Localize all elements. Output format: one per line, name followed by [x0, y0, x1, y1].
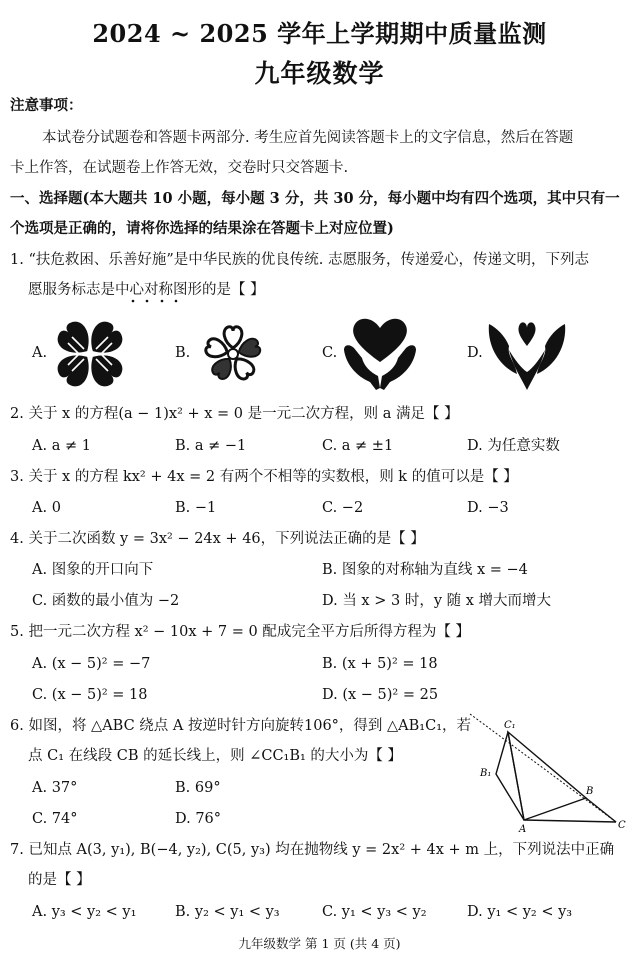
q3-option-a: A. 0 [32, 500, 61, 516]
q3-option-c: C. −2 [322, 500, 364, 516]
q2-option-c: C. a ≠ ±1 [322, 438, 394, 454]
q4-option-c: C. 函数的最小值为 −2 [32, 593, 180, 609]
q6-line-2: 点 C₁ 在线段 CB 的延长线上，则 ∠CC₁B₁ 的大小为【 】 [28, 748, 403, 764]
q3-option-d: D. −3 [467, 500, 509, 516]
q1-line-2: 愿服务标志是中心对称图形的是【 】 [28, 282, 265, 298]
q7-option-d: D. y₁ < y₂ < y₃ [467, 904, 573, 920]
volunteer-logo-b [196, 314, 270, 390]
q5-option-a: A. (x − 5)² = −7 [32, 656, 151, 672]
q5-stem: 5. 把一元二次方程 x² − 10x + 7 = 0 配成完全平方后所得方程为【 】 [10, 624, 470, 640]
q7-line-1: 7. 已知点 A(3, y₁), B(−4, y₂), C(5, y₃) 均在抛物线 y = 2x² + 4x + m 上，下列说法中正确 [10, 842, 615, 858]
volunteer-logo-d [487, 316, 567, 392]
notice-label: 注意事项： [10, 97, 83, 114]
page-title: 2024 ~ 2025 学年上学期期中质量监测 [92, 19, 547, 48]
q2-option-a: A. a ≠ 1 [32, 438, 91, 454]
q3-stem: 3. 关于 x 的方程 kx² + 4x = 2 有两个不相等的实数根，则 k 的值可以是【 】 [10, 469, 518, 485]
q1-option-c: C. [322, 345, 338, 361]
q6-option-c: C. 74° [32, 811, 78, 827]
section1-line-1: 一、选择题(本大题共 10 小题，每小题 3 分，共 30 分，每小题中均有四个选项，其中只有一 [10, 190, 620, 207]
q5-option-d: D. (x − 5)² = 25 [322, 687, 439, 703]
q2-stem: 2. 关于 x 的方程(a − 1)x² + x = 0 是一元二次方程，则 a 满足【 】 [10, 406, 459, 422]
volunteer-logo-c [340, 314, 420, 392]
q7-line-2: 的是【 】 [28, 872, 91, 888]
label-b1: B₁ [480, 768, 492, 779]
q4-option-b: B. 图象的对称轴为直线 x = −4 [322, 562, 528, 578]
q4-stem: 4. 关于二次函数 y = 3x² − 24x + 46，下列说法正确的是【 】 [10, 531, 425, 547]
notice-line-1: 本试卷分试题卷和答题卡两部分. 考生应首先阅读答题卡上的文字信息，然后在答题 [42, 130, 574, 146]
q6-triangle-figure [468, 712, 628, 836]
section1-line-2: 个选项是正确的，请将你选择的结果涂在答题卡上对应位置) [10, 220, 394, 237]
q2-option-d: D. 为任意实数 [467, 438, 560, 454]
label-c: C [618, 820, 626, 831]
q7-option-a: A. y₃ < y₂ < y₁ [32, 904, 137, 920]
q4-option-d: D. 当 x > 3 时，y 随 x 增大而增大 [322, 593, 552, 609]
q1-option-b: B. [175, 345, 191, 361]
q7-option-c: C. y₁ < y₃ < y₂ [322, 904, 427, 920]
q6-option-d: D. 76° [175, 811, 222, 827]
notice-line-2: 卡上作答，在试题卷上作答无效，交卷时只交答题卡. [10, 160, 349, 176]
q1-option-d: D. [467, 345, 483, 361]
q6-option-b: B. 69° [175, 780, 221, 796]
q1-line-1: 1. “扶危救困、乐善好施”是中华民族的优良传统. 志愿服务，传递爱心，传递文明，下列志 [10, 252, 589, 268]
label-b: B [586, 786, 594, 797]
q7-option-b: B. y₂ < y₁ < y₃ [175, 904, 280, 920]
label-a: A [519, 824, 527, 835]
q6-option-a: A. 37° [32, 780, 78, 796]
label-c1: C₁ [504, 720, 516, 731]
page-footer: 九年级数学 第 1 页 (共 4 页) [238, 936, 401, 951]
q2-option-b: B. a ≠ −1 [175, 438, 247, 454]
q5-option-c: C. (x − 5)² = 18 [32, 687, 148, 703]
volunteer-logo-a [50, 315, 130, 393]
q3-option-b: B. −1 [175, 500, 217, 516]
q1-option-a: A. [32, 345, 48, 361]
q5-option-b: B. (x + 5)² = 18 [322, 656, 438, 672]
page-subtitle: 九年级数学 [254, 59, 385, 88]
q4-option-a: A. 图象的开口向下 [32, 562, 154, 578]
q6-line-1: 6. 如图，将 △ABC 绕点 A 按逆时针方向旋转106°，得到 △AB₁C₁，若 [10, 718, 472, 734]
